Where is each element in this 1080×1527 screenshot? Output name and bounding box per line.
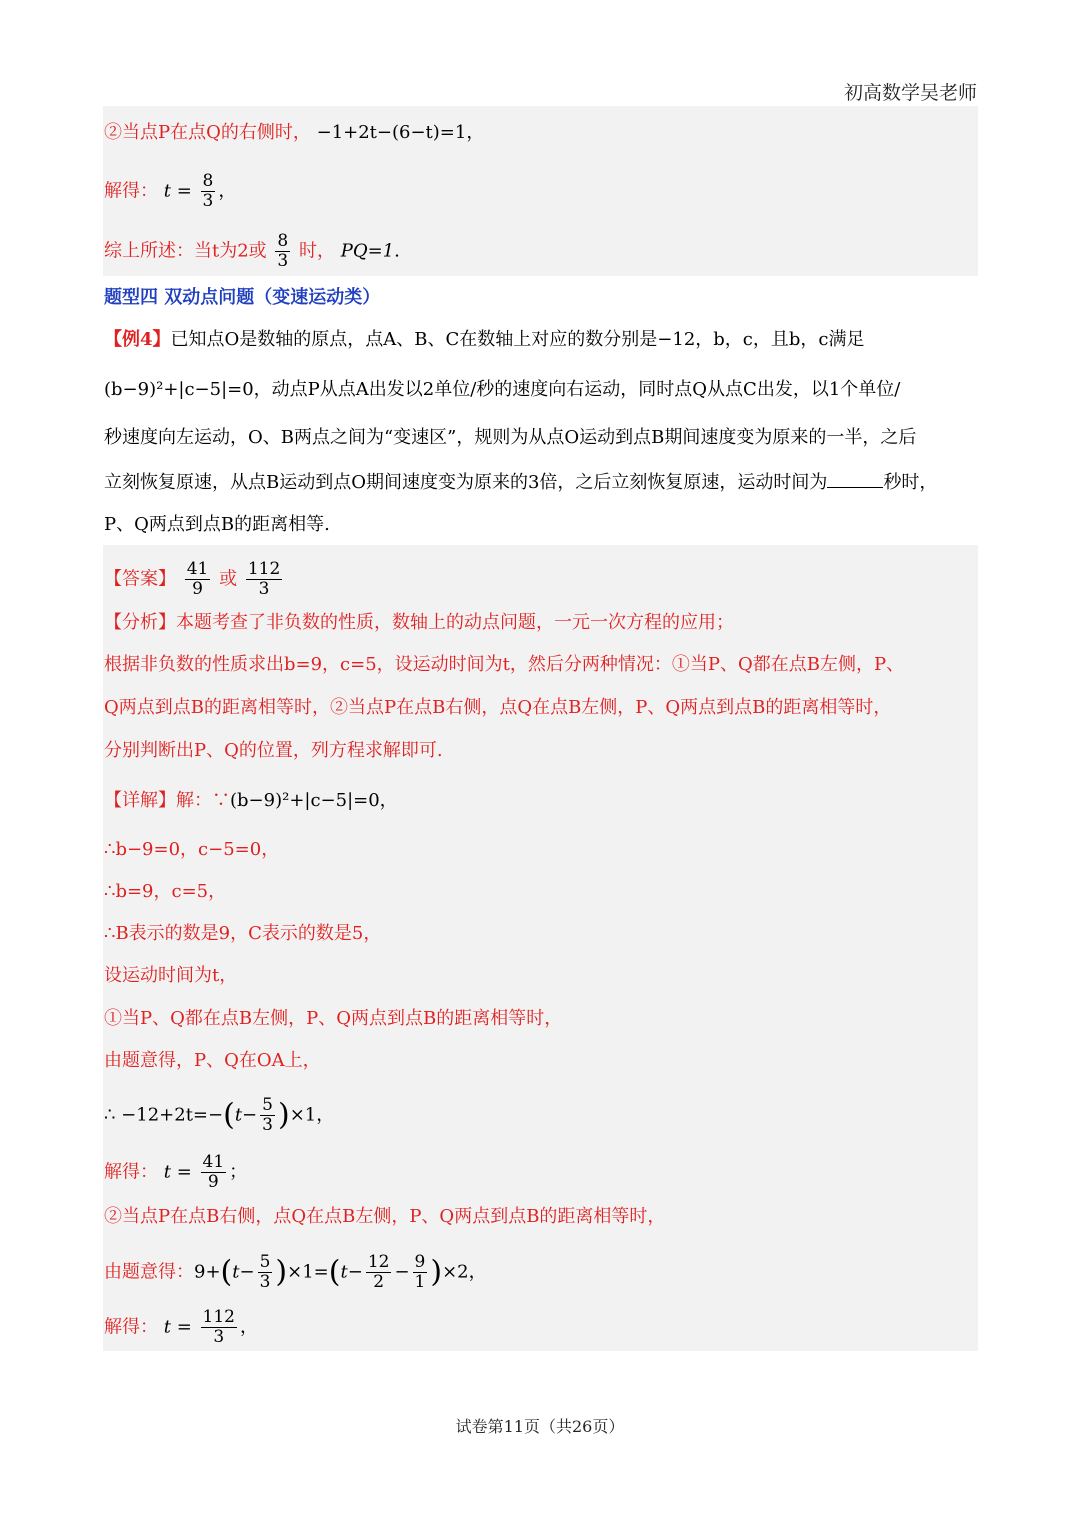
solve-label-3: 解得： xyxy=(104,1316,158,1338)
eq8-c: ×1， xyxy=(289,1104,335,1126)
eq11-fraction-1: $\frac{5}{3}$ xyxy=(259,1252,271,1292)
detail-line-9: 解得： t = $\frac{41}{9}$ ； xyxy=(104,1152,248,1192)
example-text-4a: 立刻恢复原速，从点B运动到点O期间速度变为原来的3倍，之后立刻恢复原速，运动时间为 xyxy=(104,472,828,493)
eq12-fraction: $\frac{112}{3}$ xyxy=(202,1307,235,1347)
case2-intro: ②当点P在点Q的右侧时， xyxy=(104,122,311,143)
analysis-text-1: 本题考查了非负数的性质，数轴上的动点问题，一元一次方程的应用； xyxy=(176,612,734,633)
eq9: t = xyxy=(163,1161,192,1183)
eq8-a: ∴ −12+2t=− xyxy=(104,1104,224,1126)
analysis-label: 【分析】 xyxy=(104,612,176,633)
detail-label: 【详解】 xyxy=(104,790,176,811)
solve-label: 解得： xyxy=(104,180,158,202)
analysis-line-3: Q两点到点B的距离相等时，②当点P在点B右侧，点Q在点B左侧，P、Q两点到点B的距离相等时， xyxy=(104,697,892,718)
detail-line-1 xyxy=(104,788,398,814)
detail-line-11: 由题意得：9+(t− $\frac{5}{3}$ )×1=(t− $\frac{12}{2}$ − $\frac{9}{1}$ )×2， xyxy=(104,1252,487,1292)
detail-line-4: ∴B表示的数是9，C表示的数是5， xyxy=(104,923,382,944)
detail-line-3: ∴b=9，c=5， xyxy=(104,881,227,902)
analysis-line-2: 根据非负数的性质求出b=9，c=5，设运动时间为t，然后分两种情况：①当P、Q都在点B左侧，P、 xyxy=(104,654,905,675)
eq11-label: 由题意得： xyxy=(104,1261,194,1283)
solve-label-2: 解得： xyxy=(104,1161,158,1183)
example-line-3: 秒速度向左运动，O、B两点之间为“变速区”，规则为从点O运动到点B期间速度变为原来的一半，之后 xyxy=(104,427,917,448)
summary-fraction: $\frac{8}{3}$ xyxy=(277,231,289,271)
answer-fraction-2: $\frac{112}{3}$ xyxy=(247,559,281,599)
detail-line-8: ∴ −12+2t=−(t− $\frac{5}{3}$ )×1， xyxy=(104,1095,335,1135)
detail-line-7: 由题意得，P、Q在OA上， xyxy=(104,1050,321,1071)
detail-line-12: 解得： t = $\frac{112}{3}$ ， xyxy=(104,1307,258,1347)
answer-or: 或 xyxy=(219,568,238,590)
summary-equation: PQ=1 xyxy=(340,240,395,262)
answer-blank xyxy=(827,469,883,488)
case2-equation: −1+2t−(6−t)=1， xyxy=(316,122,485,143)
page-footer: 试卷第11页（共26页） xyxy=(455,1417,625,1436)
eq11-fraction-3: $\frac{9}{1}$ xyxy=(414,1252,426,1292)
example-text-1: 已知点O是数轴的原点，点A、B、C在数轴上对应的数分别是−12，b，c，且b，c满足 xyxy=(170,329,865,350)
detail-line-5: 设运动时间为t， xyxy=(104,965,238,986)
answer-label: 【答案】 xyxy=(104,568,176,590)
top-solve-line: 解得： t = $\frac{8}{3}$ ， xyxy=(104,171,237,211)
detail-line-10: ②当点P在点B右侧，点Q在点B左侧，P、Q两点到点B的距离相等时， xyxy=(104,1206,666,1227)
example-line-1 xyxy=(104,327,864,353)
analysis-line-1 xyxy=(104,610,734,636)
detail-line-6: ①当P、Q都在点B左侧，P、Q两点到点B的距离相等时， xyxy=(104,1008,563,1029)
eq12: t = xyxy=(163,1316,192,1338)
header-author: 初高数学吴老师 xyxy=(843,82,977,104)
summary-prefix: 综上所述：当t为2或 xyxy=(104,240,267,262)
example-line-4 xyxy=(104,469,937,496)
eq8-b: t− xyxy=(234,1104,258,1126)
example-text-4b: 秒时， xyxy=(883,472,938,493)
top-summary-line: 综上所述：当t为2或 $\frac{8}{3}$ 时， PQ=1. xyxy=(104,231,400,271)
summary-suffix: 时， xyxy=(298,240,335,262)
analysis-line-4: 分别判断出P、Q的位置，列方程求解即可. xyxy=(104,740,443,761)
example-label: 【例4】 xyxy=(104,329,171,350)
eq9-fraction: $\frac{41}{9}$ xyxy=(202,1152,225,1192)
eq11-fraction-2: $\frac{12}{2}$ xyxy=(367,1252,390,1292)
answer-line xyxy=(104,560,285,599)
section-title: 题型四 双动点问题（变速运动类） xyxy=(104,287,381,308)
example-line-2: (b−9)²+|c−5|=0，动点P从点A出发以2单位/秒的速度向右运动，同时点Q从点C出发，以1个单位/ xyxy=(104,379,901,400)
top-case2-line xyxy=(104,120,484,146)
detail-eq-1: (b−9)²+|c−5|=0， xyxy=(230,790,398,811)
fraction: $\frac{8}{3}$ xyxy=(202,171,214,211)
detail-prefix: 解：∵ xyxy=(176,790,230,811)
answer-fraction-1: $\frac{41}{9}$ xyxy=(186,559,209,599)
eq8-fraction: $\frac{5}{3}$ xyxy=(262,1095,273,1135)
example-line-5: P、Q两点到点B的距离相等. xyxy=(104,514,330,535)
detail-line-2: ∴b−9=0，c−5=0， xyxy=(104,839,280,860)
